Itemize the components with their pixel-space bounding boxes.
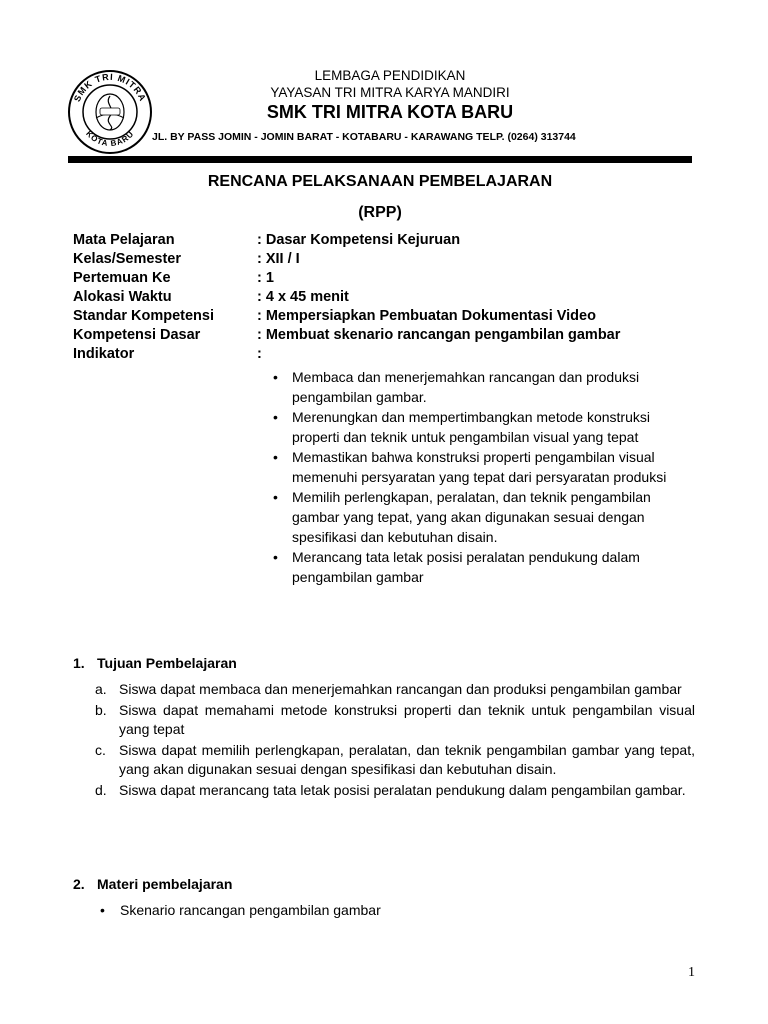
document-title: RENCANA PELAKSANAAN PEMBELAJARAN [207, 173, 553, 190]
list-item-text: Siswa dapat memahami metode konstruksi properti dan teknik untuk pengambilan visual yang tepat [119, 702, 695, 737]
list-marker: c. [95, 742, 106, 758]
info-value: : Mempersiapkan Pembuatan Dokumentasi Video [257, 308, 596, 324]
info-label: Standar Kompetensi [73, 308, 214, 324]
info-label: Kompetensi Dasar [73, 327, 201, 343]
school-logo [66, 68, 154, 156]
list-item: • Memastikan bahwa konstruksi properti pengambilan visual memenuhi persyaratan yang tepat dari persyaratan produksi [271, 447, 701, 487]
list-item: • Merancang tata letak posisi peralatan pendukung dalam pengambilan gambar [271, 547, 701, 587]
objectives-list [95, 680, 695, 802]
info-label: Mata Pelajaran [73, 232, 175, 248]
section-title: Materi pembelajaran [97, 876, 233, 892]
school-address: JL. BY PASS JOMIN - JOMIN BARAT - KOTABARU - KARAWANG TELP. (0264) 313744 [152, 131, 576, 143]
list-item: • Skenario rancangan pengambilan gambar [100, 902, 700, 918]
list-item: • Merenungkan dan mempertimbangkan metode konstruksi properti dan teknik untuk pengambilan visual yang tepat [271, 407, 701, 447]
list-item [95, 781, 695, 800]
document-subtitle: (RPP) [358, 204, 402, 221]
info-value: : XII / I [257, 251, 300, 267]
section-title: Tujuan Pembelajaran [97, 655, 237, 671]
info-value: : [257, 346, 262, 362]
institution-name: LEMBAGA PENDIDIKAN [314, 68, 466, 83]
materials-list [100, 902, 700, 918]
section-heading-materials [73, 876, 232, 892]
info-label: Alokasi Waktu [73, 289, 172, 305]
info-value: : 1 [257, 270, 274, 286]
list-item-text: Siswa dapat memilih perlengkapan, peralatan, dan teknik pengambilan gambar yang tepat, yang akan digunakan sesuai dengan spesifikasi dan kebutuhan disain. [119, 742, 695, 777]
school-name: SMK TRI MITRA KOTA BARU [266, 102, 514, 122]
list-marker: d. [95, 782, 107, 798]
list-item [95, 680, 695, 699]
list-item [95, 741, 695, 779]
list-item: • Membaca dan menerjemahkan rancangan dan produksi pengambilan gambar. [271, 367, 701, 407]
section-number: 1. [73, 655, 85, 671]
foundation-name: YAYASAN TRI MITRA KARYA MANDIRI [270, 85, 510, 100]
header-divider [68, 156, 692, 163]
section-number: 2. [73, 876, 85, 892]
info-label: Indikator [73, 346, 135, 362]
svg-text:SMK TRI MITRA: SMK TRI MITRA [71, 71, 149, 104]
list-marker: b. [95, 702, 107, 718]
list-marker: a. [95, 681, 107, 697]
list-item: • Memilih perlengkapan, peralatan, dan teknik pengambilan gambar yang tepat, yang akan digunakan sesuai dengan spesifikasi dan kebutuhan disain. [271, 487, 701, 547]
info-value: : 4 x 45 menit [257, 289, 349, 305]
section-heading-objectives [73, 655, 237, 671]
info-value: : Dasar Kompetensi Kejuruan [257, 232, 461, 248]
svg-text:KOTA BARU: KOTA BARU [84, 129, 136, 149]
list-item [95, 701, 695, 739]
indicator-list [271, 367, 701, 587]
info-label: Pertemuan Ke [73, 270, 171, 286]
info-label: Kelas/Semester [73, 251, 182, 267]
page-number: 1 [688, 965, 695, 980]
list-item-text: Siswa dapat membaca dan menerjemahkan rancangan dan produksi pengambilan gambar [119, 681, 682, 697]
list-item-text: Siswa dapat merancang tata letak posisi peralatan pendukung dalam pengambilan gambar. [119, 782, 686, 798]
info-value: : Membuat skenario rancangan pengambilan gambar [257, 327, 621, 343]
